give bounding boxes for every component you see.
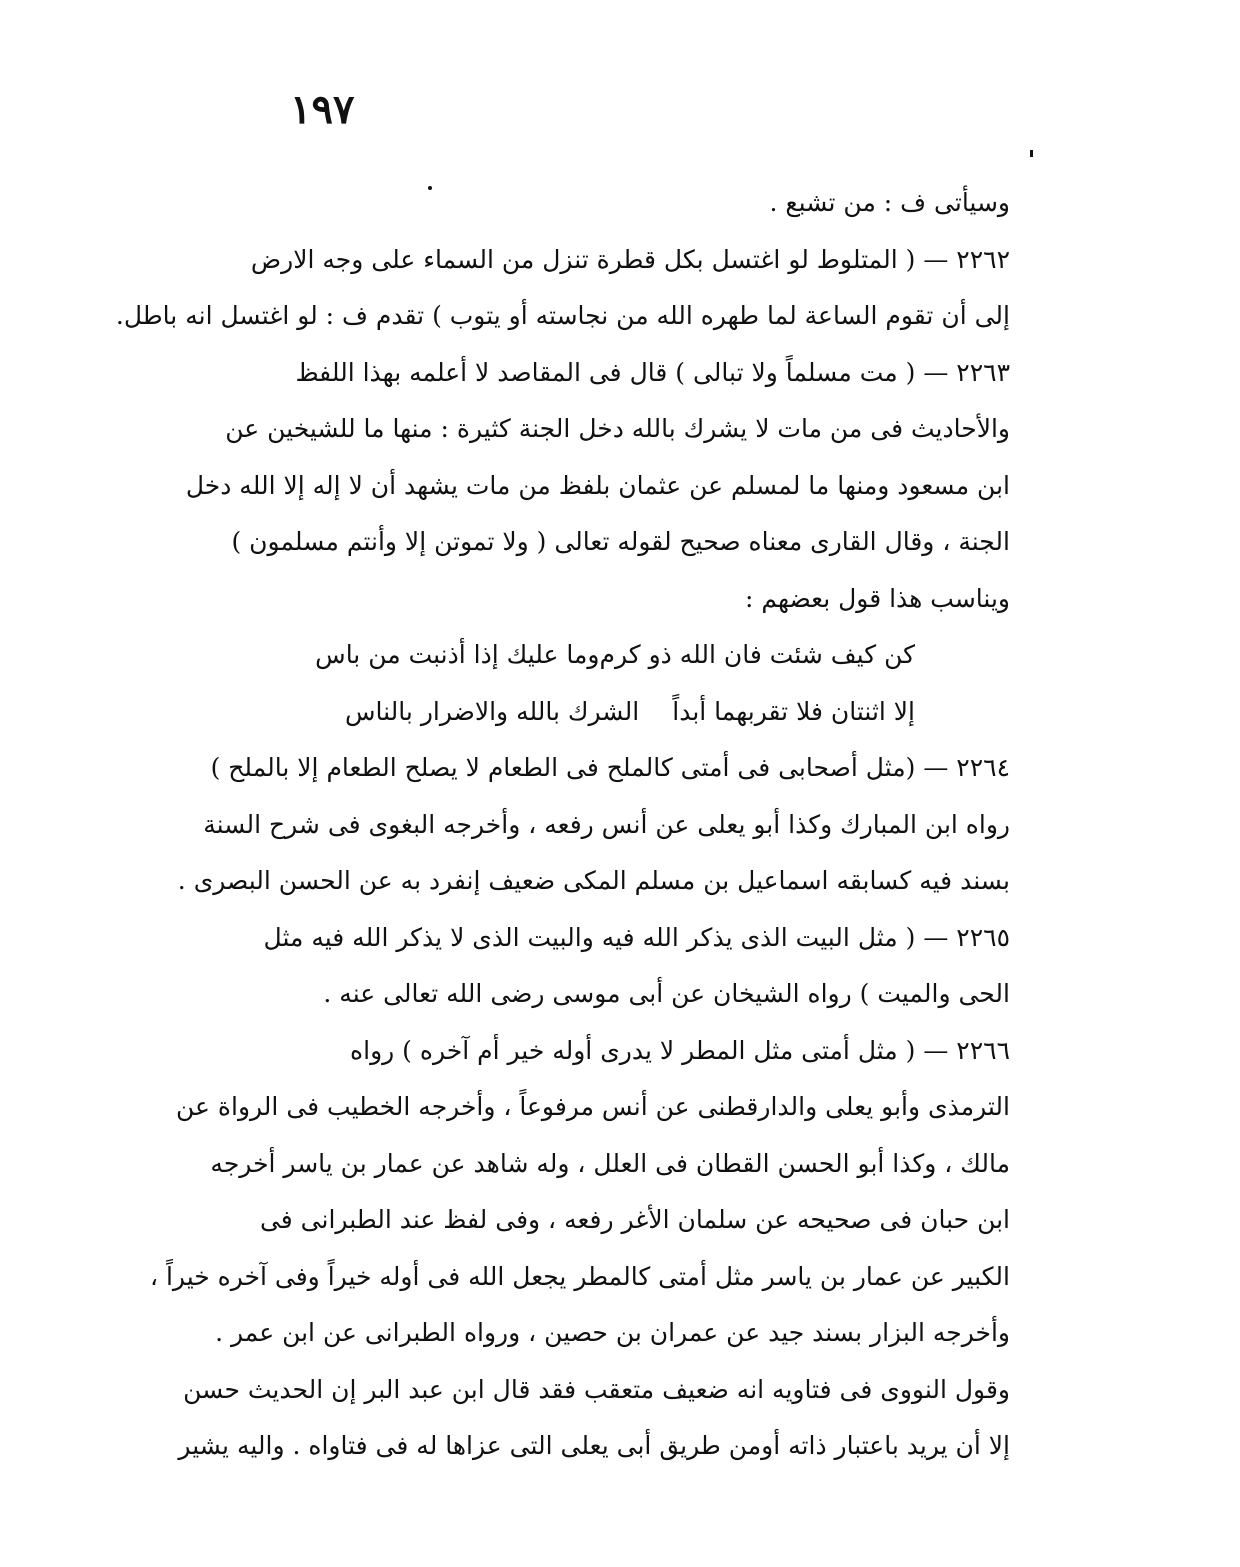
text-line: إلا أن يريد باعتبار ذاته أومن طريق أبى يعلى التى عزاها له فى فتاواه . واليه يشير [178, 1431, 1010, 1460]
text-line: ٢٢٦٤ — (مثل أصحابى فى أمتى كالملح فى الطعام لا يصلح الطعام إلا بالملح ) [210, 753, 1010, 782]
text-line: رواه ابن المبارك وكذا أبو يعلى عن أنس رفعه ، وأخرجه البغوى فى شرح السنة [203, 809, 1010, 839]
verse-line [250, 684, 1010, 741]
verse-line [250, 627, 1010, 684]
text-line: الحى والميت ) رواه الشيخان عن أبى موسى رضى الله تعالى عنه . [323, 979, 1010, 1008]
text-line: الجنة ، وقال القارى معناه صحيح لقوله تعالى ( ولا تموتن إلا وأنتم مسلمون ) [231, 527, 1010, 556]
text-line: وقول النووى فى فتاويه انه ضعيف متعقب فقد قال ابن عبد البر إن الحديث حسن [183, 1374, 1010, 1404]
verse-second-hemistich: وما عليك إذا أذنبت من باس [315, 640, 600, 669]
text-line: ٢٢٦٢ — ( المتلوط لو اغتسل بكل قطرة تنزل من السماء على وجه الارض [250, 244, 1010, 274]
text-line: ٢٢٦٦ — ( مثل أمتى مثل المطر لا يدرى أوله خير أم آخره ) رواه [350, 1035, 1010, 1065]
text-line: مالك ، وكذا أبو الحسن القطان فى العلل ، وله شاهد عن عمار بن ياسر أخرجه [210, 1148, 1010, 1178]
body-text [115, 175, 1010, 1475]
text-line: وأخرجه البزار بسند جيد عن عمران بن حصين ، ورواه الطبرانى عن ابن عمر . [215, 1318, 1010, 1347]
text-line: ابن حبان فى صحيحه عن سلمان الأغر رفعه ، وفى لفظ عند الطبرانى فى [259, 1205, 1010, 1234]
text-line: والأحاديث فى من مات لا يشرك بالله دخل الجنة كثيرة : منها ما للشيخين عن [225, 414, 1010, 443]
text-line: ابن مسعود ومنها ما لمسلم عن عثمان بلفظ من مات يشهد أن لا إله إلا الله دخل [185, 470, 1010, 500]
text-line: ٢٢٦٥ — ( مثل البيت الذى يذكر الله فيه والبيت الذى لا يذكر الله فيه مثل [263, 922, 1010, 952]
text-line: ويناسب هذا قول بعضهم : [744, 583, 1010, 613]
verse-first-hemistich: كن كيف شئت فان الله ذو كرم [599, 640, 915, 669]
text-line: إلى أن تقوم الساعة لما طهره الله من نجاسته أو يتوب ) تقدم ف : لو اغتسل انه باطل. [115, 301, 1010, 330]
text-line: بسند فيه كسابقه اسماعيل بن مسلم المكى ضعيف إنفرد به عن الحسن البصرى . [177, 866, 1010, 895]
page-number: ١٩٧ [290, 86, 355, 133]
text-line: الكبير عن عمار بن ياسر مثل أمتى كالمطر يجعل الله فى أوله خيراً وفى آخره خيراً ، [149, 1261, 1010, 1291]
text-line: الترمذى وأبو يعلى والدارقطنى عن أنس مرفوعاً ، وأخرجه الخطيب فى الرواة عن [176, 1092, 1010, 1121]
verse-second-hemistich: الشرك بالله والاضرار بالناس [345, 696, 640, 726]
verse-first-hemistich: إلا اثنتان فلا تقربهما أبداً [672, 696, 915, 726]
margin-mark [1030, 150, 1033, 157]
text-line: وسيأتى ف : من تشبع . [769, 188, 1010, 217]
text-line: ٢٢٦٣ — ( مت مسلماً ولا تبالى ) قال فى المقاصد لا أعلمه بهذا اللفظ [295, 357, 1010, 387]
